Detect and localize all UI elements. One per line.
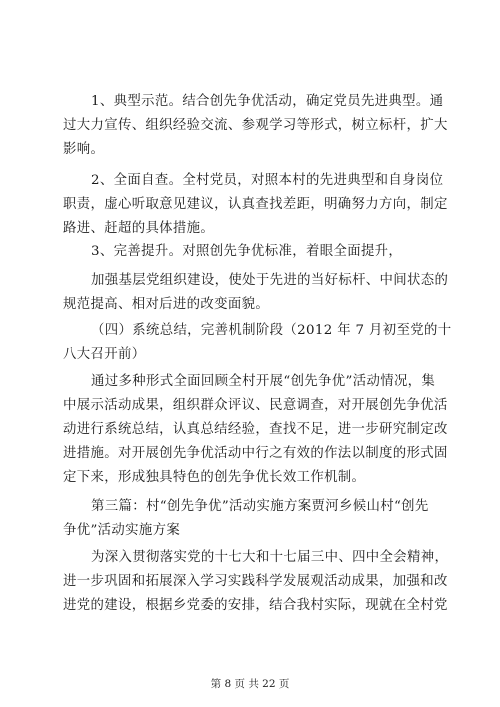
text-line: 中展示活动成果，组织群众评议、民意调查，对开展创先争优活 (63, 398, 448, 413)
chapter-heading: 争优”活动实施方案 (63, 523, 181, 538)
section-heading: 八大召开前） (63, 347, 146, 362)
text-line: 1、典型示范。结合创先争优活动，确定党员先进典型。通 (91, 94, 444, 109)
text-line: 影响。 (63, 142, 105, 157)
text-line: 2、全面自查。全村党员，对照本村的先进典型和自身岗位 (91, 173, 444, 188)
page-number-footer: 第 8 页 共 22 页 (210, 678, 290, 690)
text-line: 3、完善提升。对照创先争优标准，着眼全面提升， (91, 244, 403, 259)
text-line: 进党的建设，根据乡党委的安排，结合我村实际，现就在全村党 (63, 598, 448, 613)
text-line: 进一步巩固和拓展深入学习实践科学发展观活动成果，加强和改 (63, 574, 448, 589)
text-line: 路进、赶超的具体措施。 (63, 221, 215, 236)
text-line: 定下来，形成独具特色的创先争优长效工作机制。 (63, 470, 366, 485)
text-line: 规范提高、相对后进的改变面貌。 (63, 297, 270, 312)
chapter-heading: 第三篇：村“创先争优”活动实施方案贾河乡候山村“创先 (91, 499, 429, 514)
text-line: 过大力宣传、组织经验交流、参观学习等形式，树立标杆，扩大 (63, 118, 448, 133)
text-line: 加强基层党组织建设，使处于先进的当好标杆、中间状态的 (91, 273, 449, 288)
text-line: 通过多种形式全面回顾全村开展“创先争优”活动情况，集 (91, 374, 436, 389)
text-line: 职责，虚心听取意见建议，认真查找差距，明确努力方向，制定 (63, 197, 448, 212)
section-heading: （四）系统总结，完善机制阶段（2012 年 7 月初至党的十 (91, 323, 452, 338)
text-line: 为深入贯彻落实党的十七大和十七届三中、四中全会精神， (91, 550, 449, 565)
text-line: 动进行系统总结，认真总结经验，查找不足，进一步研究制定改 (63, 422, 448, 437)
text-line: 进措施。对开展创先争优活动中行之有效的作法以制度的形式固 (63, 446, 448, 461)
